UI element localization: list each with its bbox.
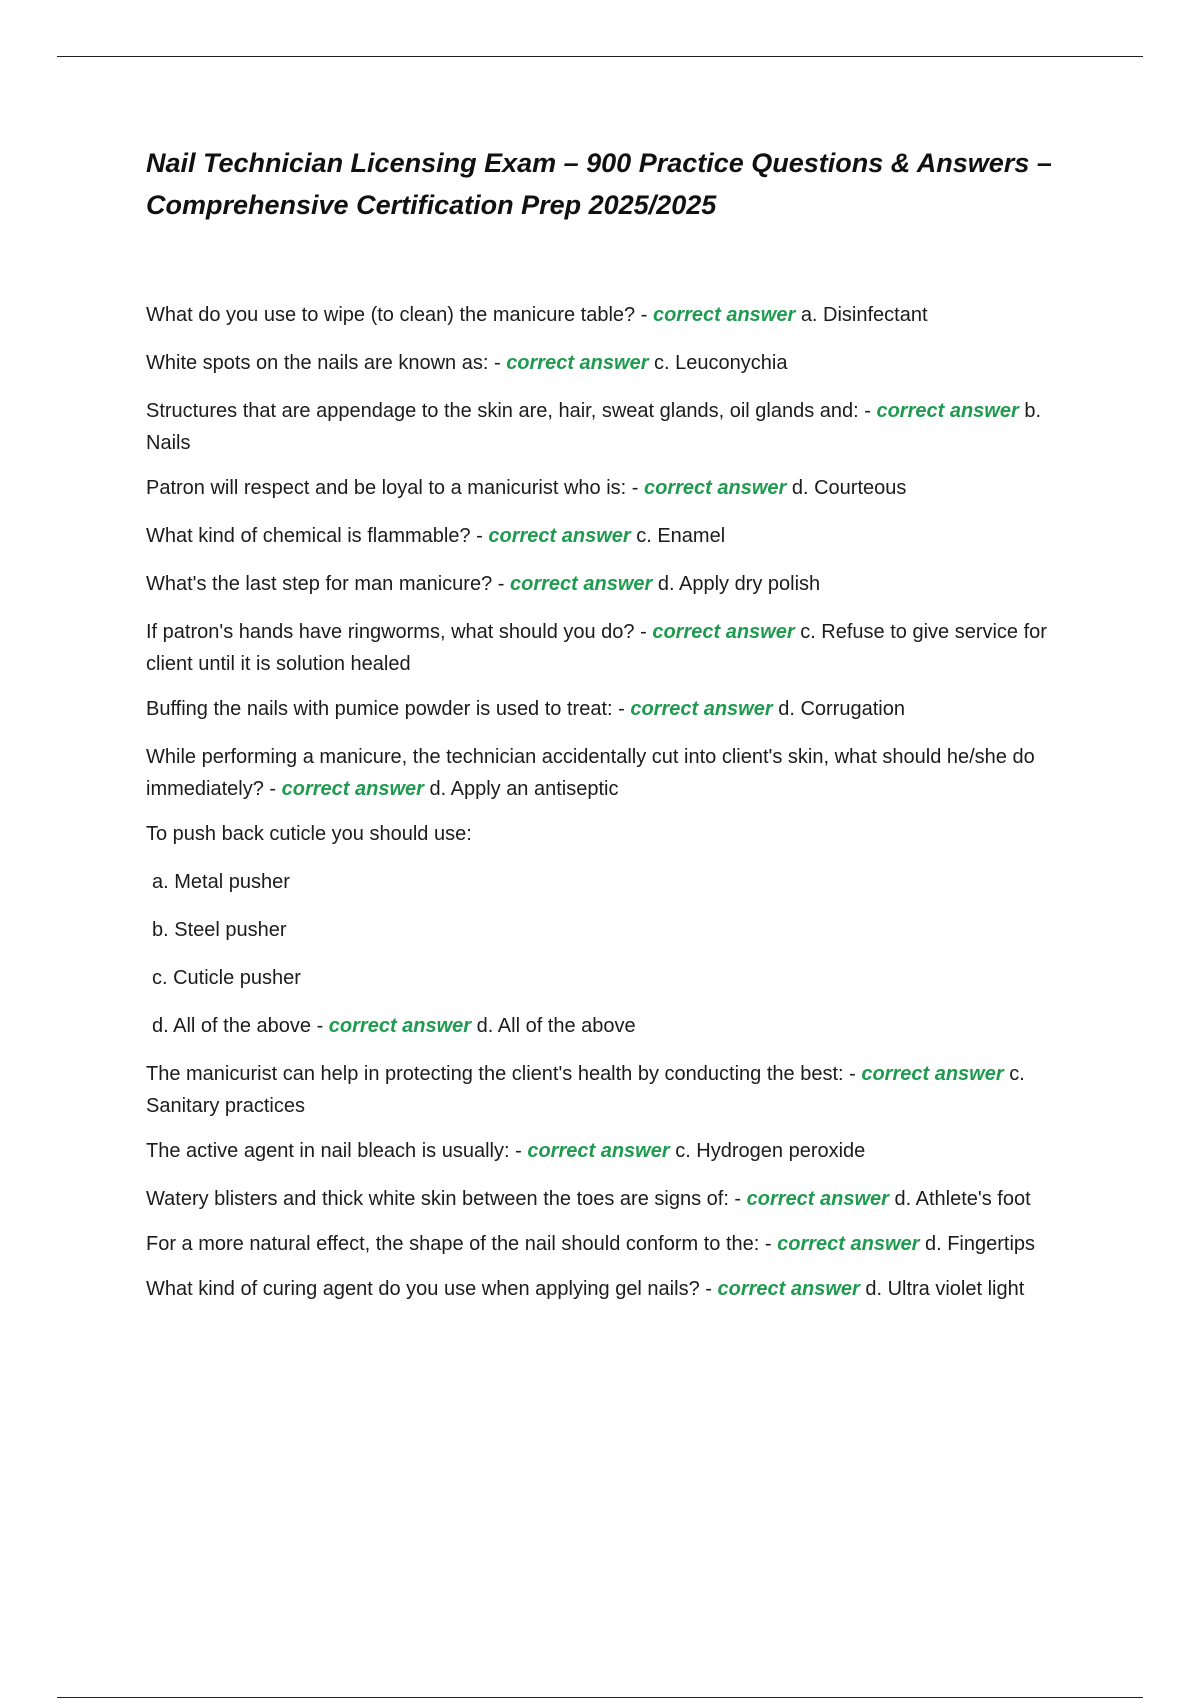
correct-answer-label: correct answer — [652, 304, 796, 326]
correct-answer-label: correct answer — [644, 477, 787, 499]
correct-answer-label: correct answer — [746, 1188, 889, 1210]
option-item: a. Metal pusher — [152, 871, 290, 893]
document-title: Nail Technician Licensing Exam – 900 Practice Questions & Answers – Comprehensive Certification Prep 2025/2025 — [146, 148, 1052, 220]
answer-separator: - — [635, 304, 653, 326]
qa-item — [146, 1135, 1091, 1167]
answer-separator: - — [311, 1015, 329, 1037]
document-body — [146, 142, 1091, 1318]
qa-item — [146, 472, 1091, 504]
answer-separator: - — [728, 1188, 747, 1210]
qa-item — [146, 1228, 1091, 1260]
question-text: What do you use to wipe (to clean) the manicure table? — [146, 304, 636, 326]
qa-item — [146, 1058, 1091, 1122]
question-text: The manicurist can help in protecting the client's health by conducting the best: — [146, 1063, 844, 1085]
qa-item — [146, 347, 1091, 379]
correct-answer-label: correct answer — [281, 778, 424, 800]
answer-text: d. All of the above — [476, 1015, 636, 1037]
option-item: c. Cuticle pusher — [152, 967, 301, 989]
answer-text: c. Hydrogen peroxide — [675, 1140, 866, 1162]
question-text: If patron's hands have ringworms, what should you do? — [146, 621, 635, 643]
answer-separator: - — [470, 525, 489, 547]
qa-item — [146, 1273, 1091, 1305]
answer-text: d. Athlete's foot — [894, 1188, 1031, 1210]
question-text: What's the last step for man manicure? — [146, 573, 493, 595]
correct-answer-label: correct answer — [777, 1233, 920, 1255]
answer-text: d. Corrugation — [778, 698, 905, 720]
correct-answer-label: correct answer — [861, 1063, 1004, 1085]
answer-separator: - — [759, 1233, 778, 1255]
option-text: d. All of the above — [152, 1015, 312, 1037]
answer-text: c. Enamel — [636, 525, 726, 547]
answer-separator: - — [492, 573, 510, 595]
question-text: White spots on the nails are known as: — [146, 352, 489, 374]
qa-item — [146, 299, 1091, 331]
qa-item — [146, 741, 1091, 805]
answer-separator: - — [858, 400, 877, 422]
qa-item — [146, 693, 1091, 725]
correct-answer-label: correct answer — [527, 1140, 670, 1162]
qa-item — [146, 1183, 1091, 1215]
answer-text: c. Leuconychia — [654, 352, 788, 374]
correct-answer-label: correct answer — [488, 525, 631, 547]
answer-separator: - — [699, 1278, 718, 1300]
correct-answer-label: correct answer — [717, 1278, 860, 1300]
qa-item — [146, 568, 1091, 600]
answer-separator: - — [488, 352, 507, 374]
qa-item — [146, 616, 1091, 680]
correct-answer-label: correct answer — [506, 352, 649, 374]
correct-answer-label: correct answer — [509, 573, 653, 595]
qa-item — [146, 395, 1091, 459]
correct-answer-label: correct answer — [630, 698, 773, 720]
answer-separator: - — [634, 621, 653, 643]
question-text: To push back cuticle you should use: — [146, 823, 472, 845]
question-text: For a more natural effect, the shape of the nail should conform to the: — [146, 1233, 760, 1255]
answer-text: a. Disinfectant — [800, 304, 928, 326]
question-text: Buffing the nails with pumice powder is used to treat: — [146, 698, 613, 720]
question-text: What kind of curing agent do you use when applying gel nails? — [146, 1278, 700, 1300]
top-rule — [57, 56, 1143, 57]
bottom-rule — [57, 1697, 1143, 1698]
answer-separator: - — [843, 1063, 862, 1085]
option-item: b. Steel pusher — [152, 919, 287, 941]
answer-separator: - — [509, 1140, 528, 1162]
question-text: Structures that are appendage to the skin are, hair, sweat glands, oil glands and: — [146, 400, 859, 422]
question-text: While performing a manicure, the technician accidentally cut into client's skin, what should he/she do immediately? — [146, 746, 1035, 800]
answer-text: d. Apply an antiseptic — [429, 778, 619, 800]
answer-separator: - — [263, 778, 282, 800]
correct-answer-label: correct answer — [328, 1015, 472, 1037]
answer-text: d. Fingertips — [924, 1233, 1036, 1255]
correct-answer-label: correct answer — [876, 400, 1019, 422]
answer-text: d. Apply dry polish — [657, 573, 821, 595]
answer-text: c. Sanitary practices — [146, 1063, 1025, 1117]
answer-text: d. Ultra violet light — [865, 1278, 1025, 1300]
option-item — [152, 1010, 1091, 1042]
qa-item — [146, 520, 1091, 552]
question-text: What kind of chemical is flammable? — [146, 525, 471, 547]
question-text: Watery blisters and thick white skin between the toes are signs of: — [146, 1188, 729, 1210]
answer-text: d. Courteous — [791, 477, 907, 499]
question-text: The active agent in nail bleach is usually: — [146, 1140, 510, 1162]
question-text: Patron will respect and be loyal to a manicurist who is: — [146, 477, 627, 499]
correct-answer-label: correct answer — [652, 621, 795, 643]
answer-separator: - — [626, 477, 645, 499]
answer-text: b. Nails — [146, 400, 1042, 454]
answer-separator: - — [612, 698, 631, 720]
answer-text: c. Refuse to give service for client until it is solution healed — [146, 621, 1047, 675]
